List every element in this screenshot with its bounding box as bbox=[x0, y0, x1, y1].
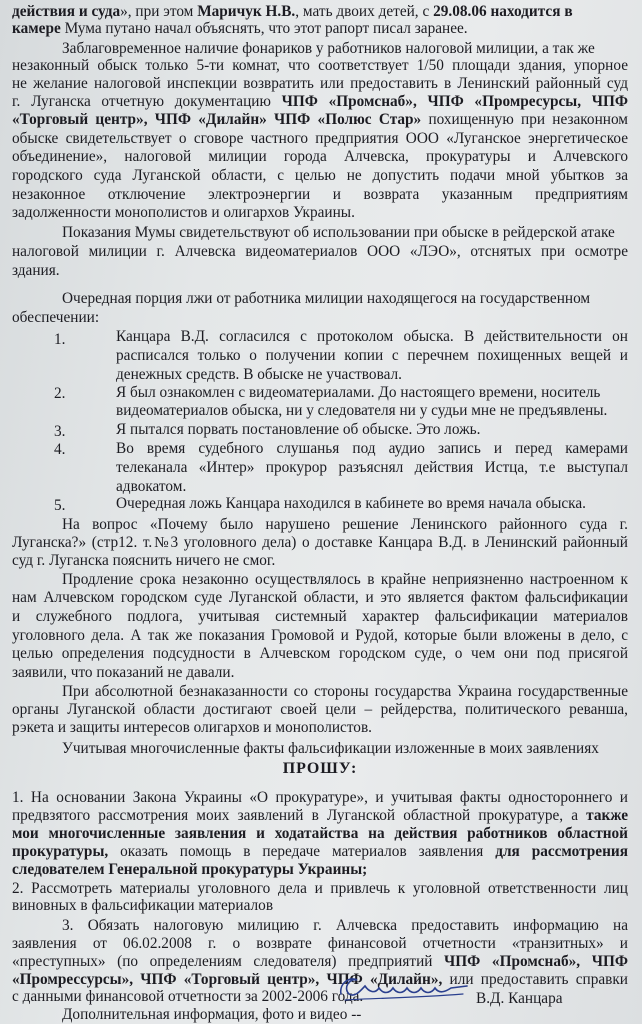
list-number: 2. bbox=[54, 385, 66, 402]
handwritten-signature bbox=[335, 964, 475, 1010]
list-item-line: Очередная ложь Канцара находился в кабинете во время начала обыска. bbox=[116, 495, 586, 512]
text-line: На вопрос «Почему было нарушено решение Ленинского районного суда г. bbox=[62, 516, 628, 533]
text-line: незаконный обыск только 5-ти комнат, что соответствует 1/50 площади здания, упорное bbox=[12, 57, 628, 74]
list-number: 1. bbox=[54, 331, 66, 348]
text-line: и служебного подлога, учитывая системный характер фальсификации материалов bbox=[12, 608, 628, 625]
text-line: нам Алчевском городском суде Луганской области, и это является фактом фальсификации bbox=[12, 589, 628, 606]
list-item-line: видеоматериалов обыска, ни у следователя ни у судьи мне не предъявлены. bbox=[116, 402, 608, 419]
text-line: Очередная порция лжи от работника милиции находящегося на государственном bbox=[62, 290, 591, 307]
text-line: налоговой милиции г. Алчевска видеоматериалов ООО «ЛЭО», отснятых при осмотре bbox=[12, 243, 628, 260]
text-line: органы Луганской области достигают своей цели – рейдерства, политического реванша, bbox=[12, 701, 628, 718]
text-line: здания. bbox=[12, 262, 60, 279]
text-line: обыске свидетельствует о сговоре частного предприятия ООО «Луганское энергетическое bbox=[12, 130, 628, 147]
signer-name: В.Д. Канцара bbox=[476, 990, 563, 1007]
text-line: При абсолютной безнаказанности со стороны государства Украина государственные bbox=[62, 683, 628, 700]
text-line: Учитывая многочисленные факты фальсификации изложенные в моих заявлениях bbox=[62, 740, 599, 757]
list-item-line: адвокатом. bbox=[116, 478, 187, 495]
text-line: рэкета и защиты интересов олигархов и монополистов. bbox=[12, 719, 372, 736]
text-line: «преступных» (по определениям следователя) предприятий ЧПФ «Промснаб», ЧПФ bbox=[12, 953, 628, 970]
list-item-line: Я был ознакомлен с видеоматериалами. До настоящего времени, носитель bbox=[116, 384, 601, 401]
text-line: «Торговый центр», ЧПФ «Дилайн» ЧПФ «Полюс Стар» похищенную при незаконном bbox=[12, 111, 628, 128]
text-line: предвзятого рассмотрения моих заявлений в Луганской областной прокуратуре, а также bbox=[12, 807, 628, 824]
list-item-line: телеканала «Интер» прокурор разъяснял действия Истца, т.е выступал bbox=[116, 459, 628, 476]
text-line: уголовного дела. А так же показания Громовой и Рудой, которые были вложены в дело, с bbox=[12, 627, 628, 644]
text-line: целью определения подсудности в Алчевском городском суде, о чем они под присягой bbox=[12, 645, 628, 662]
list-item-line: расписался только о получении копии с перечнем похищенных вещей и bbox=[116, 347, 628, 364]
text-line: 3. Обязать налоговую милицию г. Алчевска предоставить информацию на bbox=[62, 917, 628, 934]
text-line: заявили, что показаний не давали. bbox=[12, 664, 235, 681]
text-line: суд г. Луганска пояснить ничего не смог. bbox=[12, 552, 276, 569]
list-number: 3. bbox=[54, 423, 66, 440]
list-item-line: Я пытался порвать постановление об обыске. Это ложь. bbox=[116, 421, 481, 438]
request-heading: ПРОШУ: bbox=[282, 760, 358, 777]
additional-info-line: Дополнительная информация, фото и видео -- bbox=[62, 1006, 362, 1023]
text-line: объединение», налоговой милиции города Алчевска, прокуратуры и Алчевского bbox=[12, 148, 628, 165]
text-line: 2. Рассмотреть материалы уголовного дела и привлечь к уголовной ответственности лиц bbox=[12, 880, 628, 897]
text-line: 1. На основании Закона Украины «О прокуратуре», и учитывая факты одностороннего и bbox=[12, 789, 628, 806]
text-line: Заблаговременное наличие фонариков у работников налоговой милиции, а так же bbox=[62, 40, 595, 57]
text-line: городского суда Луганской области, с целью не допустить подачи мной убытков за bbox=[12, 167, 628, 184]
list-item-line: денежных средств. В обыске не участвовал. bbox=[116, 366, 402, 383]
text-line: «Промрессурсы», ЧПФ «Торговый центр», ЧПФ «Дилайн», или предоставить справки bbox=[12, 971, 628, 988]
text-line: с данными финансовой отчетности за 2002-2006 года. bbox=[12, 988, 364, 1005]
list-number: 4. bbox=[54, 441, 66, 458]
text-line: действия и суда», при этом Маричук Н.В., мать двоих детей, с 29.08.06 находится в bbox=[12, 3, 573, 20]
text-line: Продление срока незаконно осуществлялось в крайне неприязненно настроенном к bbox=[62, 571, 628, 588]
text-line: следователем Генеральной прокуратуры Украины; bbox=[12, 861, 368, 878]
text-line: мои многочисленные заявления и ходатайства на действия работников областной bbox=[12, 825, 628, 842]
list-item-line: Канцара В.Д. согласился с протоколом обыска. В действительности он bbox=[116, 328, 628, 345]
text-line: задолженности монополистов и олигархов Украины. bbox=[12, 204, 355, 221]
text-line: незаконное отключение электроэнергии и возврата указанным предприятиям bbox=[12, 186, 628, 203]
list-item-line: Во время судебного слушанья под аудио запись и перед камерами bbox=[116, 440, 628, 457]
text-line: виновных в фальсификации материалов bbox=[12, 897, 274, 914]
list-number: 5. bbox=[54, 497, 66, 514]
text-line: Луганска?» (стр12. т.№3 уголовного дела) о доставке Канцара В.Д. в Ленинский районный bbox=[12, 534, 628, 551]
text-line: г. Луганска отчетную документацию ЧПФ «Промснаб», ЧПФ «Промресурсы, ЧПФ bbox=[12, 93, 628, 110]
text-line: заявления от 06.02.2008 г. о возврате финансовой отчетности «транзитных» и bbox=[12, 935, 628, 952]
text-line: камере Мума путано начал объяснять, что этот рапорт писал заранее. bbox=[12, 20, 468, 37]
text-line: прокуратуры, оказать помощь в передаче материалов заявления для рассмотрения bbox=[12, 843, 628, 860]
text-line: не желание налоговой инспекции возвратить или предоставить в Ленинский районный суд bbox=[12, 75, 628, 92]
text-line: Показания Мумы свидетельствуют об использовании при обыске в рейдерской атаке bbox=[62, 224, 615, 241]
text-line: обеспечении: bbox=[12, 309, 100, 326]
